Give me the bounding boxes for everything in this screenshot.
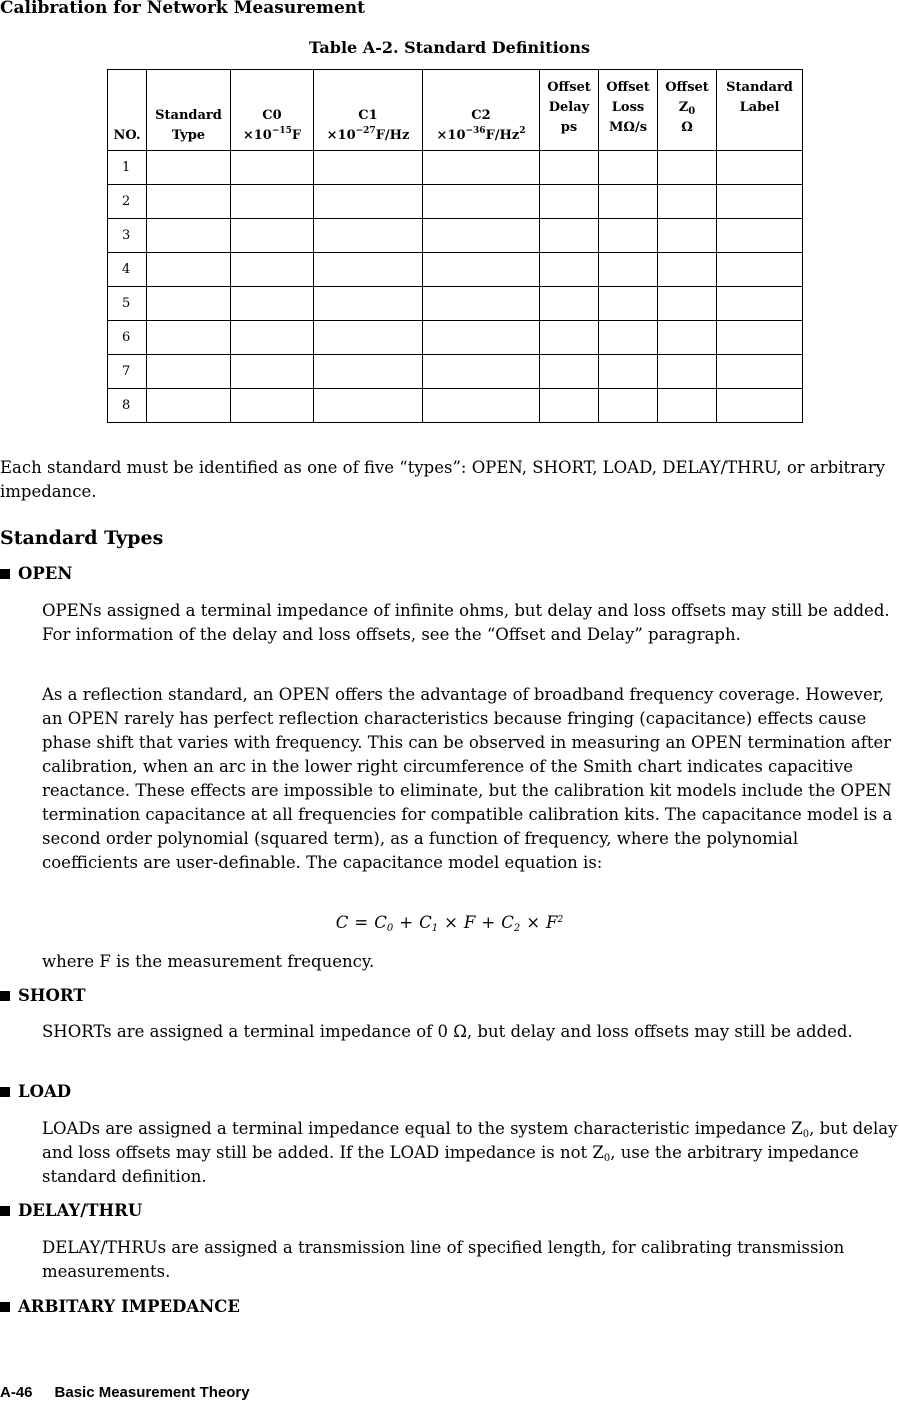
bullet-short: SHORT (0, 986, 86, 1005)
table-cell (599, 151, 658, 185)
page-number: A-46 (0, 1384, 33, 1401)
table-cell (717, 253, 803, 287)
table-cell (314, 355, 423, 389)
short-paragraph: SHORTs are assigned a terminal impedance of 0 Ω, but delay and loss offsets may still be added. (42, 1022, 853, 1041)
table-cell (423, 389, 540, 423)
table-row (108, 219, 803, 253)
row-number: 1 (108, 151, 147, 185)
table-cell (147, 321, 231, 355)
table-cell (147, 151, 231, 185)
row-number: 7 (108, 355, 147, 389)
table-cell (540, 389, 599, 423)
table-cell (658, 287, 717, 321)
table-cell (147, 287, 231, 321)
table-cell (540, 185, 599, 219)
table-cell (423, 151, 540, 185)
table-cell (717, 287, 803, 321)
intro-paragraph: Each standard must be identified as one of five “types”: OPEN, SHORT, LOAD, DELAY/THRU, or arbitrary impedance. (0, 458, 886, 501)
table-cell (231, 321, 314, 355)
table-cell (231, 151, 314, 185)
table-cell (717, 355, 803, 389)
table-cell (423, 287, 540, 321)
open-paragraph-3: where F is the measurement frequency. (42, 952, 375, 971)
table-cell (658, 321, 717, 355)
table-cell (314, 219, 423, 253)
table-cell (540, 151, 599, 185)
footer-title: Basic Measurement Theory (54, 1384, 250, 1401)
table-cell (658, 355, 717, 389)
bullet-delay-thru: DELAY/THRU (0, 1201, 142, 1220)
table-cell (147, 253, 231, 287)
open-paragraph-2: As a reflection standard, an OPEN offers the advantage of broadband frequency coverage. However, an OPEN rarely has perfect reflection characteristics because fringing (capacitance) effects cause phase shift that varies with frequency. This can be observed in measuring an OPEN termination after calibration, when an arc in the lower right circumference of the Smith chart indicates capacitive reactance. These effects are impossible to eliminate, but the calibration kit models include the OPEN termination capacitance at all frequencies for compatible calibration kits. The capacitance model is a second order polynomial (squared term), as a function of frequency, where the polynomial coefficients are user-definable. The capacitance model equation is: (42, 685, 893, 872)
table-cell (423, 185, 540, 219)
table-cell (658, 253, 717, 287)
row-number: 6 (108, 321, 147, 355)
table-cell (717, 321, 803, 355)
table-cell (540, 321, 599, 355)
table-cell (314, 321, 423, 355)
bullet-arbitrary-impedance: ARBITARY IMPEDANCE (0, 1297, 240, 1316)
table-cell (599, 389, 658, 423)
table-cell (540, 253, 599, 287)
delay-thru-paragraph: DELAY/THRUs are assigned a transmission line of specified length, for calibrating transmission measurements. (42, 1238, 845, 1281)
table-cell (147, 185, 231, 219)
table-cell (423, 321, 540, 355)
bullet-square-icon (0, 1087, 10, 1097)
table-row (108, 287, 803, 321)
table-cell (147, 389, 231, 423)
table-cell (231, 287, 314, 321)
col-standard-label: Standard Label (717, 70, 803, 151)
standard-definitions-table (107, 69, 803, 423)
page-footer (0, 1384, 250, 1401)
table-cell (599, 321, 658, 355)
table-cell (314, 185, 423, 219)
table-cell (540, 219, 599, 253)
open-paragraph-1: OPENs assigned a terminal impedance of infinite ohms, but delay and loss offsets may still be added. For information of the delay and loss offsets, see the “Offset and Delay” paragraph. (42, 601, 890, 644)
table-cell (717, 389, 803, 423)
table-cell (599, 287, 658, 321)
bullet-square-icon (0, 1302, 10, 1312)
table-header-row (108, 70, 803, 151)
table-cell (423, 253, 540, 287)
table-cell (717, 219, 803, 253)
table-cell (231, 355, 314, 389)
row-number: 8 (108, 389, 147, 423)
bullet-open: OPEN (0, 564, 72, 583)
table-row (108, 253, 803, 287)
table-row (108, 321, 803, 355)
table-cell (658, 151, 717, 185)
running-header: Calibration for Network Measurement (0, 0, 365, 18)
table-row (108, 355, 803, 389)
table-cell (231, 219, 314, 253)
table-cell (231, 253, 314, 287)
table-cell (540, 355, 599, 389)
capacitance-equation: $C = C_0 + C_1 \times F + C_2 \times F^2$ (335, 913, 564, 934)
table-cell (599, 185, 658, 219)
row-number: 4 (108, 253, 147, 287)
col-offset-z0: Offset $Z_0$ Ω (658, 70, 717, 151)
table-cell (231, 185, 314, 219)
bullet-square-icon (0, 569, 10, 579)
table-cell (423, 219, 540, 253)
table-cell (147, 355, 231, 389)
col-offset-loss: Offset Loss MΩ/s (599, 70, 658, 151)
table-cell (314, 151, 423, 185)
table-cell (717, 151, 803, 185)
section-title: Standard Types (0, 527, 164, 549)
load-paragraph: LOADs are assigned a terminal impedance equal to the system characteristic impedance $Z_0$, but delay and loss offsets may still be added. If the LOAD impedance is not $Z_0$, use the arbitrary impedance standard definition. (42, 1119, 898, 1186)
table-cell (658, 389, 717, 423)
row-number: 3 (108, 219, 147, 253)
table-cell (658, 219, 717, 253)
table-cell (423, 355, 540, 389)
table-cell (599, 355, 658, 389)
col-c0: C0 $\times 10^{-15}F$ (231, 70, 314, 151)
table-cell (314, 253, 423, 287)
row-number: 5 (108, 287, 147, 321)
bullet-load: LOAD (0, 1082, 71, 1101)
bullet-square-icon (0, 991, 10, 1001)
table-row (108, 185, 803, 219)
table-caption: Table A-2. Standard Definitions (309, 38, 590, 57)
row-number: 2 (108, 185, 147, 219)
col-offset-delay: Offset Delay ps (540, 70, 599, 151)
table-cell (231, 389, 314, 423)
bullet-square-icon (0, 1206, 10, 1216)
col-c1: C1 $\times 10^{-27}F/Hz$ (314, 70, 423, 151)
col-no: NO. (108, 70, 147, 151)
table-cell (314, 389, 423, 423)
table-cell (147, 219, 231, 253)
table-cell (540, 287, 599, 321)
table-cell (658, 185, 717, 219)
table-cell (314, 287, 423, 321)
table-cell (599, 253, 658, 287)
col-c2: C2 $\times 10^{-36}F/Hz^2$ (423, 70, 540, 151)
table-row (108, 389, 803, 423)
col-standard-type: Standard Type (147, 70, 231, 151)
table-cell (599, 219, 658, 253)
table-row (108, 151, 803, 185)
table-cell (717, 185, 803, 219)
